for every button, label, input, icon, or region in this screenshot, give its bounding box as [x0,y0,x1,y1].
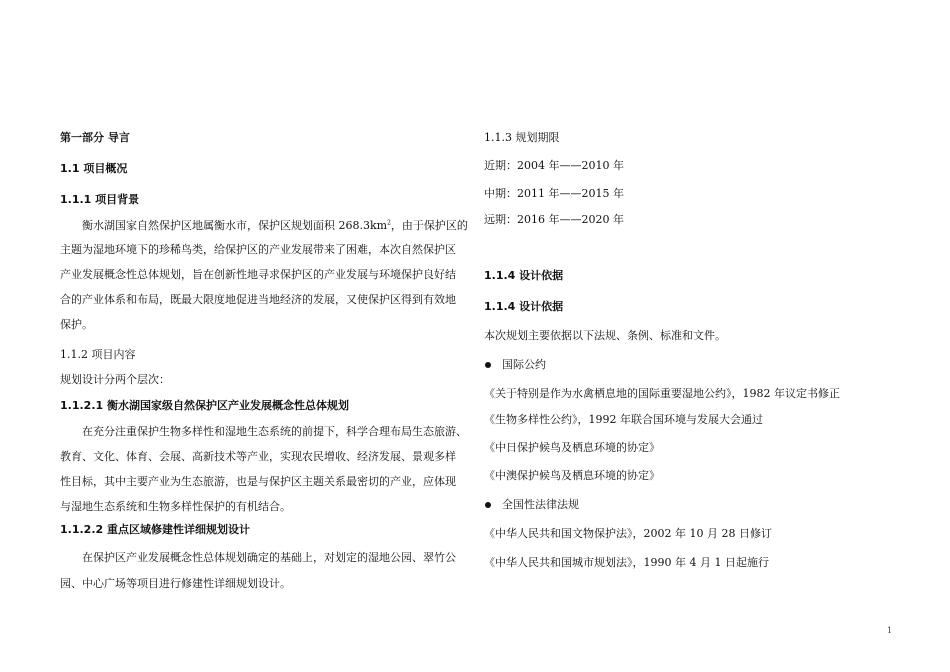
paragraph-line: 教育、文化、体育、会展、高新技术等产业，实现农民增收、经济发展、景观多样 [60,450,456,463]
paragraph-line: 性目标，其中主要产业为生态旅游，也是与保护区主题关系最密切的产业，应体现 [60,475,456,488]
section-1-1-2-heading: 1.1.2 项目内容 [60,348,136,361]
paragraph-line: 规划设计分两个层次： [60,373,170,386]
paragraph-line: 在充分注重保护生物多样性和湿地生态系统的前提下，科学合理布局生态旅游、 [82,425,467,438]
paragraph-line: 产业发展概念性总体规划，旨在创新性地寻求保护区的产业发展与环境保护良好结 [60,268,456,281]
paragraph-line: 与湿地生态系统和生物多样性保护的有机结合。 [60,500,291,513]
paragraph-line: 保护。 [60,318,93,331]
superscript: 2 [387,219,391,227]
law-item: 《中华人民共和国城市规划法》，1990 年 4 月 1 日起施行 [484,556,769,569]
paragraph-line: 在保护区产业发展概念性总体规划确定的基础上，对划定的湿地公园、翠竹公 [82,551,456,564]
section-1-1-3-heading: 1.1.3 规划期限 [484,131,560,144]
page-number: 1 [887,626,893,635]
convention-item: 《中日保护候鸟及栖息环境的协定》 [484,441,660,454]
period-near: 近期：2004 年——2010 年 [484,159,624,172]
period-far: 远期：2016 年——2020 年 [484,213,624,226]
section-1-1-heading: 1.1 项目概况 [60,162,128,175]
section-1-1-4-heading: 1.1.4 设计依据 [484,269,564,282]
bullet-icon [485,362,491,368]
section-1-1-2-2-heading: 1.1.2.2 重点区域修建性详细规划设计 [60,523,250,536]
paragraph-text: ，由于保护区的 [390,219,468,232]
period-mid: 中期：2011 年——2015 年 [484,187,624,200]
section-1-1-1-heading: 1.1.1 项目背景 [60,193,140,206]
convention-item: 《中澳保护候鸟及栖息环境的协定》 [484,469,660,482]
paragraph-line: 合的产业体系和布局，既最大限度地促进当地经济的发展，又使保护区得到有效地 [60,293,456,306]
bullet-icon [485,502,491,508]
bullet-international-conventions: 国际公约 [502,358,546,371]
section-1-1-4-heading-repeat: 1.1.4 设计依据 [484,300,564,313]
convention-item: 《生物多样性公约》，1992 年联合国环境与发展大会通过 [484,413,763,426]
convention-item: 《关于特别是作为水禽栖息地的国际重要湿地公约》，1982 年议定书修正 [484,387,840,400]
bullet-national-laws: 全国性法律法规 [502,498,579,511]
paragraph-line: 园、中心广场等项目进行修建性详细规划设计。 [60,577,291,590]
part-title: 第一部分 导言 [60,131,130,144]
law-item: 《中华人民共和国文物保护法》，2002 年 10 月 28 日修订 [484,527,772,540]
section-1-1-2-1-heading: 1.1.2.1 衡水湖国家级自然保护区产业发展概念性总体规划 [60,399,349,412]
basis-intro: 本次规划主要依据以下法规、条例、标准和文件。 [484,329,726,342]
paragraph-text: 衡水湖国家自然保护区地属衡水市，保护区规划面积 268.3km [82,219,388,232]
paragraph-line [82,219,468,233]
paragraph-line: 主题为湿地环境下的珍稀鸟类，给保护区的产业发展带来了困难，本次自然保护区 [60,243,456,256]
